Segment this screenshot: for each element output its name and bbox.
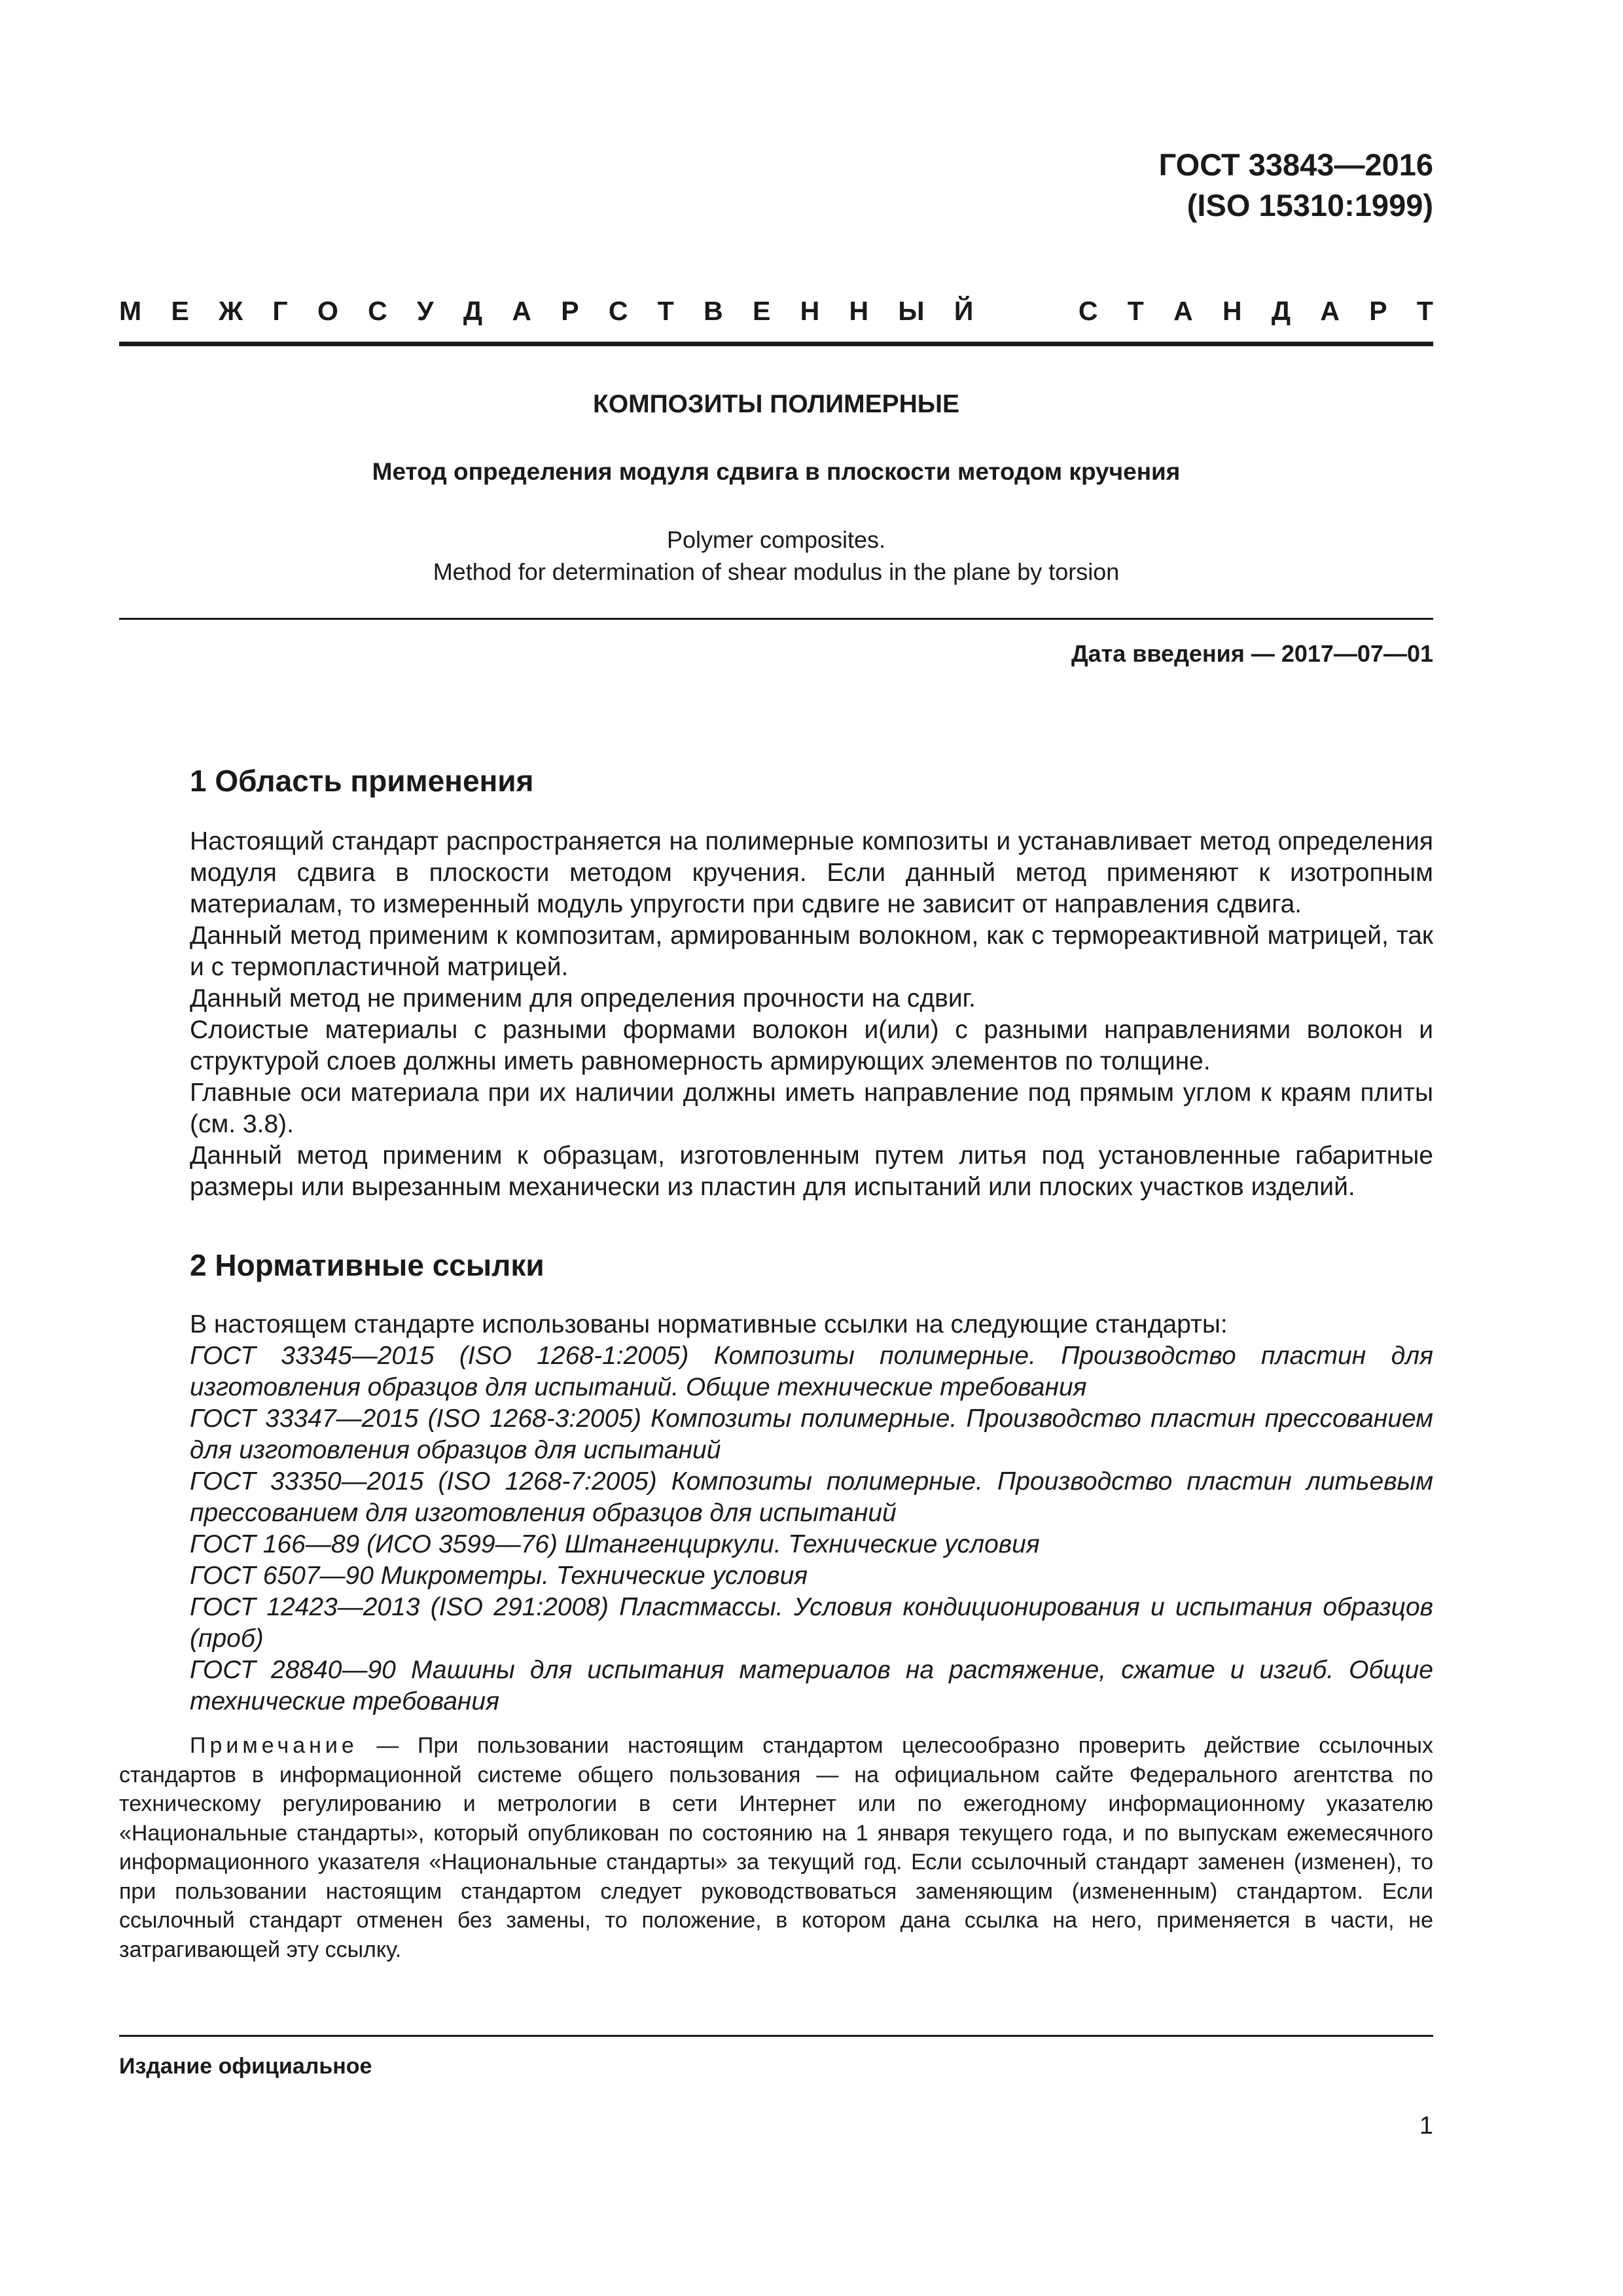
banner-letter: С	[1078, 296, 1098, 326]
paragraph: Данный метод применим к образцам, изготовленным путем литья под установленные габаритные размеры или вырезанным механически из пластин для испытаний или плоских участков изделий.	[190, 1141, 1433, 1201]
section-2-heading: 2 Нормативные ссылки	[190, 1248, 544, 1282]
reference-item: ГОСТ 33347—2015 (ISO 1268-3:2005) Композиты полимерные. Производство пластин прессованием для изготовления образцов для испытаний	[190, 1405, 1433, 1464]
note-label: Примечание	[190, 1733, 358, 1758]
reference-item: ГОСТ 33350—2015 (ISO 1268-7:2005) Композиты полимерные. Производство пластин литьевым прессованием для изготовления образцов для испытаний	[190, 1467, 1433, 1527]
title-divider	[119, 618, 1433, 620]
banner-letter: С	[368, 296, 387, 326]
gost-number: ГОСТ 33843—2016	[1158, 147, 1433, 182]
note-text: — При пользовании настоящим стандартом целесообразно проверить действие ссылочных стандартов в информационной системе общего пользования — на официальном сайте Федерального агентства по техническому регулированию и метрологии в сети Интернет или по ежегодному информационному указателю «Национальные стандарты», который опубликован по состоянию на 1 января текущего года, и по выпускам ежемесячного информационного указателя «Национальные стандарты» за текущий год. Если ссылочный стандарт заменен (изменен), то при пользовании настоящим стандартом следует руководствоваться заменяющим (измененным) стандартом. Если ссылочный стандарт отменен без замены, то положение, в котором дана ссылка на него, применяется в части, не затрагивающей эту ссылку.	[119, 1733, 1433, 1962]
banner-letter: А	[1173, 296, 1193, 326]
banner-letter: Ж	[219, 296, 243, 326]
paragraph: Настоящий стандарт распространяется на полимерные композиты и устанавливает метод определения модуля сдвига в плоскости методом кручения. Если данный метод применяют к изотропным материалам, то измеренный модуль упругости при сдвиге не зависит от направления сдвига.	[190, 827, 1433, 918]
banner-divider	[119, 342, 1433, 346]
paragraph: Данный метод не применим для определения прочности на сдвиг.	[190, 984, 976, 1013]
reference-item: ГОСТ 28840—90 Машины для испытания материалов на растяжение, сжатие и изгиб. Общие технические требования	[190, 1656, 1433, 1715]
banner-letter: Д	[463, 296, 483, 326]
section-2-body	[119, 1309, 1433, 1717]
banner-letter: С	[608, 296, 628, 326]
note-block	[119, 1731, 1433, 1964]
banner-letter: А	[1320, 296, 1340, 326]
paragraph: Данный метод применим к композитам, армированным волокном, как с термореактивной матрицей, так и с термопластичной матрицей.	[190, 922, 1433, 981]
footer-divider	[119, 2035, 1433, 2037]
introduction-date: Дата введения — 2017—07—01	[1071, 640, 1433, 667]
banner-letter: О	[317, 296, 338, 326]
banner-letter: В	[704, 296, 723, 326]
section-1-heading: 1 Область применения	[190, 764, 534, 798]
banner-letter: Т	[1127, 296, 1144, 326]
banner-letter: Р	[561, 296, 579, 326]
document-title: КОМПОЗИТЫ ПОЛИМЕРНЫЕ	[593, 390, 959, 418]
banner-letter: М	[119, 296, 142, 326]
paragraph: Главные оси материала при их наличии должны иметь направление под прямым углом к краям плиты (см. 3.8).	[190, 1079, 1433, 1138]
banner-letter: Е	[752, 296, 771, 326]
banner-letter: Д	[1271, 296, 1291, 326]
reference-item: ГОСТ 6507—90 Микрометры. Технические условия	[190, 1562, 808, 1590]
banner-letter: Н	[849, 296, 869, 326]
banner-letter: Н	[800, 296, 820, 326]
english-title-line-1: Polymer composites.	[666, 526, 886, 553]
official-edition-label: Издание официальное	[119, 2054, 372, 2079]
document-subtitle: Метод определения модуля сдвига в плоскости методом кручения	[372, 458, 1181, 485]
interstate-standard-banner	[119, 296, 1433, 327]
reference-item: ГОСТ 166—89 (ИСО 3599—76) Штангенциркули. Технические условия	[190, 1530, 1040, 1558]
banner-letter: Н	[1222, 296, 1242, 326]
banner-letter: Й	[954, 296, 974, 326]
page-number: 1	[1419, 2112, 1433, 2140]
section-1-body	[119, 826, 1433, 1203]
paragraph: В настоящем стандарте использованы нормативные ссылки на следующие стандарты:	[190, 1310, 1228, 1338]
reference-item: ГОСТ 33345—2015 (ISO 1268-1:2005) Композиты полимерные. Производство пластин для изготовления образцов для испытаний. Общие технические требования	[190, 1342, 1433, 1401]
banner-letter: Т	[1416, 296, 1433, 326]
banner-letter: А	[512, 296, 531, 326]
note-paragraph	[119, 1731, 1433, 1964]
banner-letter: Е	[171, 296, 189, 326]
banner-letter: У	[417, 296, 434, 326]
reference-item: ГОСТ 12423—2013 (ISO 291:2008) Пластмассы. Условия кондиционирования и испытания образцов (проб)	[190, 1593, 1433, 1653]
banner-letter: Г	[272, 296, 288, 326]
banner-letter: Ы	[898, 296, 925, 326]
banner-letter: Т	[657, 296, 674, 326]
paragraph: Слоистые материалы с разными формами волокон и(или) с разными направлениями волокон и структурой слоев должны иметь равномерность армирующих элементов по толщине.	[190, 1016, 1433, 1075]
english-title-line-2: Method for determination of shear modulus in the plane by torsion	[433, 558, 1120, 585]
banner-letter: Р	[1369, 296, 1387, 326]
iso-number: (ISO 15310:1999)	[1186, 188, 1433, 223]
